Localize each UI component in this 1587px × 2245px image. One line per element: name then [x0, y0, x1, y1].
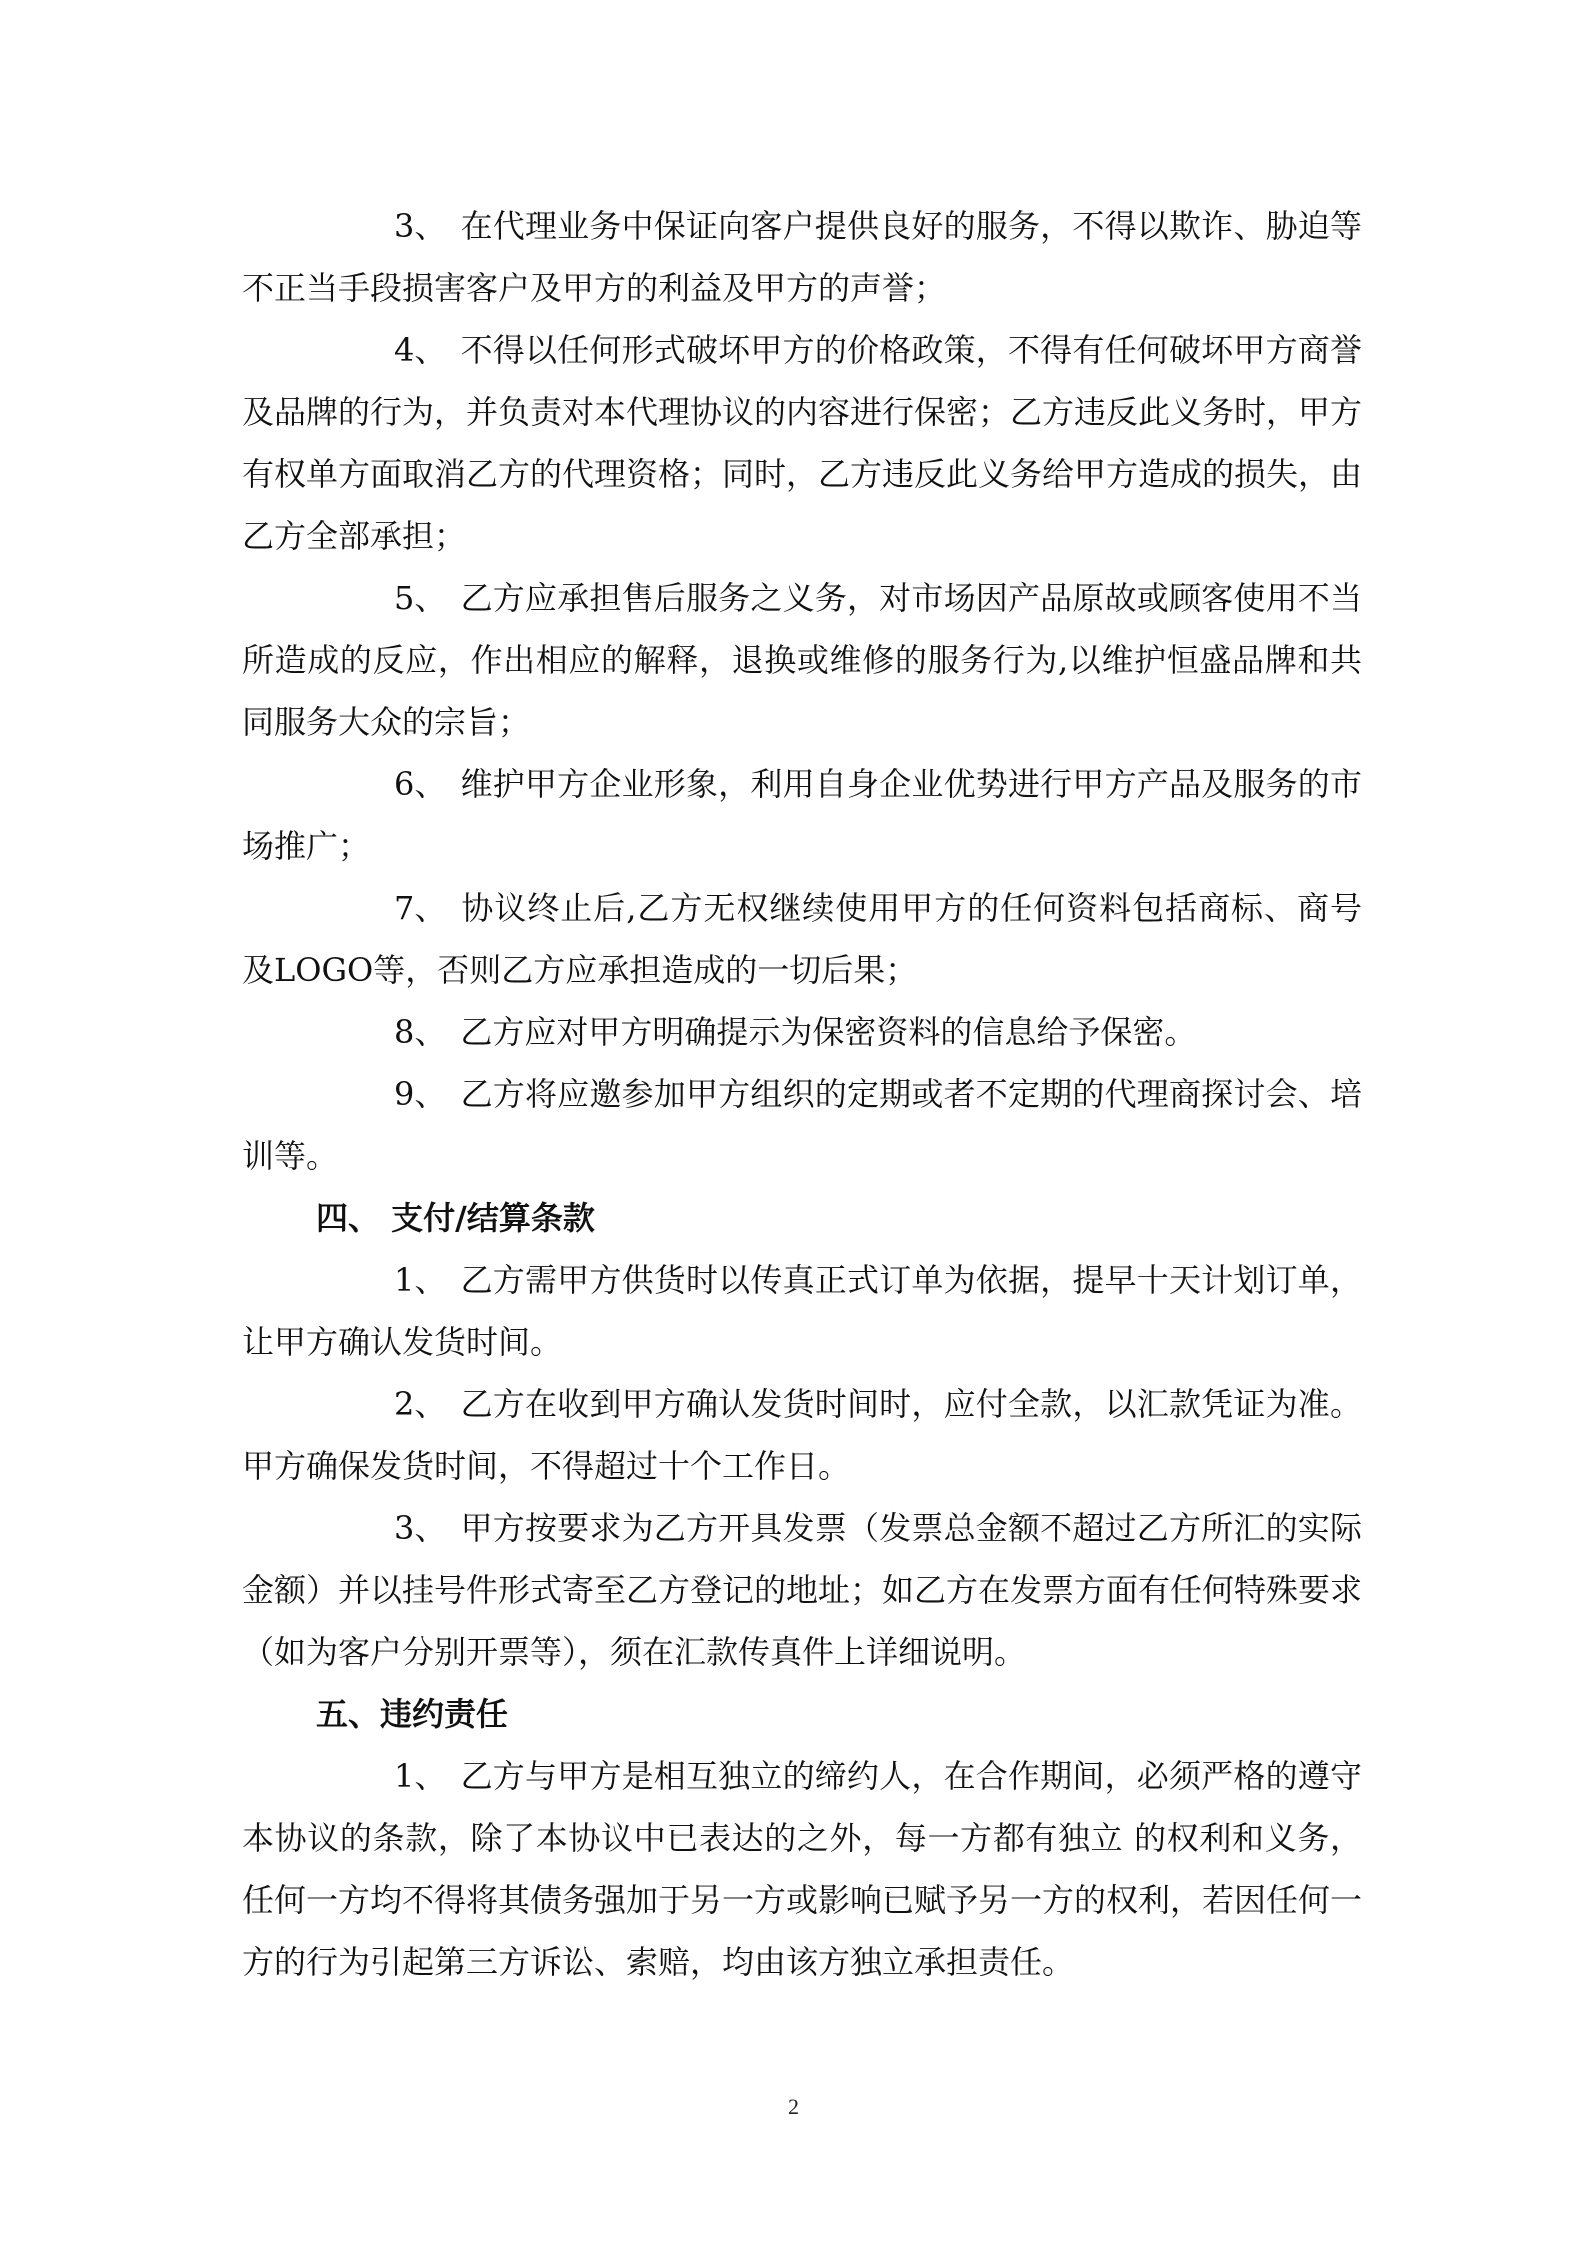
- clause-text: 在代理业务中保证向客户提供良好的服务，不得以欺诈、胁迫等不正当手段损害客户及甲方的利益及甲方的声誉；: [242, 207, 1362, 307]
- clause-5-1: [242, 1745, 1362, 1993]
- clause-number: 8、: [394, 1013, 447, 1051]
- clause-text: 乙方在收到甲方确认发货时间时，应付全款，以汇款凭证为准。甲方确保发货时间，不得超过十个工作日。: [242, 1385, 1362, 1485]
- section-heading-4: 四、 支付/结算条款: [316, 1199, 595, 1237]
- clause-3-6: [242, 753, 1362, 877]
- clause-text: 乙方将应邀参加甲方组织的定期或者不定期的代理商探讨会、培训等。: [242, 1075, 1362, 1175]
- page-number: 2: [788, 2094, 799, 2119]
- clause-number: 7、: [394, 889, 447, 927]
- clause-text: 乙方需甲方供货时以传真正式订单为依据，提早十天计划订单，让甲方确认发货时间。: [242, 1261, 1362, 1361]
- clause-text: 不得以任何形式破坏甲方的价格政策，不得有任何破坏甲方商誉及品牌的行为，并负责对本代理协议的内容进行保密；乙方违反此义务时，甲方有权单方面取消乙方的代理资格；同时，乙方违反此义务给甲方造成的损失，由乙方全部承担；: [242, 331, 1363, 555]
- clause-3-8: [242, 1001, 1362, 1063]
- clause-3-7: [242, 877, 1362, 1001]
- clause-3-3: [242, 195, 1362, 319]
- clause-4-3: [242, 1497, 1362, 1683]
- clause-text: 甲方按要求为乙方开具发票（发票总金额不超过乙方所汇的实际金额）并以挂号件形式寄至乙方登记的地址；如乙方在发票方面有任何特殊要求（如为客户分别开票等），须在汇款传真件上详细说明。: [242, 1509, 1363, 1671]
- clause-number: 9、: [394, 1075, 447, 1113]
- clause-4-1: [242, 1249, 1362, 1373]
- clause-text: 乙方应承担售后服务之义务，对市场因产品原故或顾客使用不当所造成的反应，作出相应的解释，退换或维修的服务行为,以维护恒盛品牌和共同服务大众的宗旨；: [242, 579, 1362, 741]
- clause-number: 6、: [394, 765, 447, 803]
- clause-number: 1、: [394, 1261, 447, 1299]
- clause-3-5: [242, 567, 1362, 753]
- clause-text: 协议终止后,乙方无权继续使用甲方的任何资料包括商标、商号及LOGO等，否则乙方应承担造成的一切后果；: [242, 889, 1362, 989]
- clause-number: 1、: [394, 1757, 447, 1795]
- clause-number: 3、: [394, 1509, 447, 1547]
- clause-number: 3、: [394, 207, 447, 245]
- clause-text: 乙方应对甲方明确提示为保密资料的信息给予保密。: [460, 1013, 1197, 1051]
- clause-number: 2、: [394, 1385, 447, 1423]
- clause-number: 4、: [394, 331, 447, 369]
- clause-3-9: [242, 1063, 1362, 1187]
- clause-text: 维护甲方企业形象，利用自身企业优势进行甲方产品及服务的市场推广；: [242, 765, 1362, 865]
- clause-number: 5、: [394, 579, 447, 617]
- clause-text: 乙方与甲方是相互独立的缔约人，在合作期间，必须严格的遵守本协议的条款，除了本协议中已表达的之外，每一方都有独立 的权利和义务，任何一方均不得将其债务强加于另一方或影响已赋予另一方的权利，若因任何一方的行为引起第三方诉讼、索赔，均由该方独立承担责任。: [242, 1757, 1363, 1981]
- clause-3-4: [242, 319, 1362, 567]
- clause-4-2: [242, 1373, 1362, 1497]
- document-body: [242, 195, 1362, 1993]
- section-heading-5: 五、违约责任: [316, 1695, 509, 1733]
